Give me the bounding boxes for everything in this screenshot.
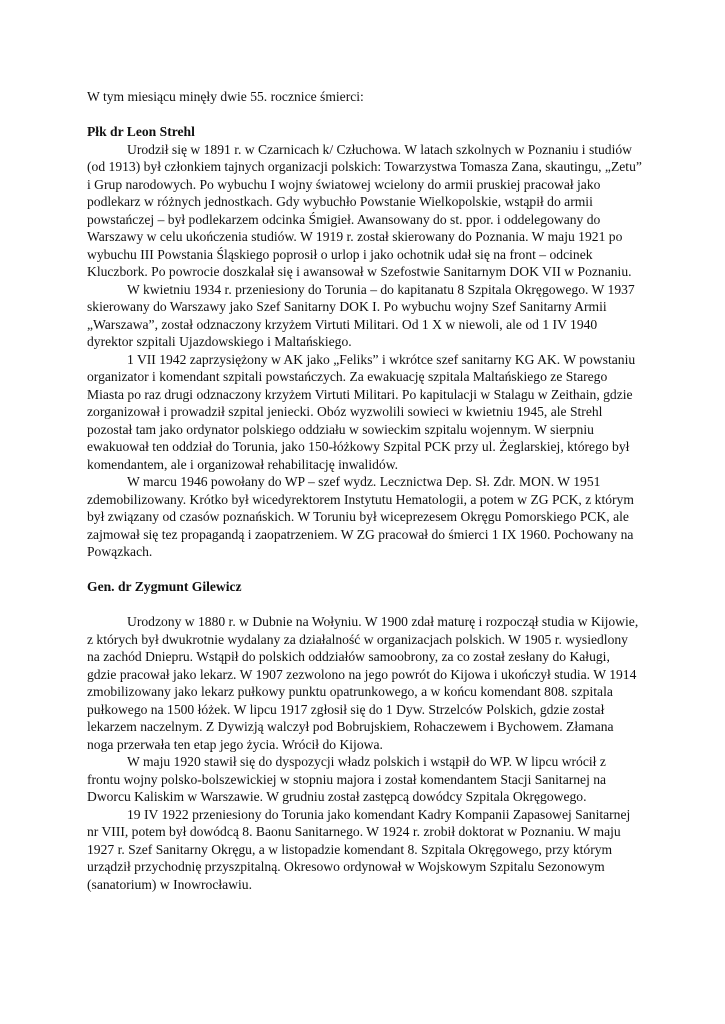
paragraph: Urodzony w 1880 r. w Dubnie na Wołyniu. W 1900 zdał maturę i rozpoczął studia w Kijowie, z których był dwukrotnie wydalany za działalność w organizacjach polskich. W 1905 r. wysiedlony na zachód Dniepru. Wstąpił do polskich oddziałów samoobrony, za co został zesłany do Kaługi, gdzie pracował jako lekarz. W 1907 zezwolono na jego powrót do Kijowa i ukończył studia. W 1914 zmobilizowany jako lekarz pułkowy punktu opatrunkowego, a w końcu komendant 808. szpitala pułkowego na 1500 łóżek. W lipcu 1917 zgłosił się do 1 Dyw. Strzelców Polskich, gdzie został lekarzem naczelnym. Z Dywizją walczył pod Bobrujskiem, Rohaczewem i Bychowem. Złamana noga przerwała ten etap jego życia. Wrócił do Kijowa.: [87, 614, 639, 752]
document-page: [87, 88, 642, 893]
section-strehl: [87, 123, 642, 561]
paragraph: 19 IV 1922 przeniesiony do Torunia jako komendant Kadry Kompanii Zapasowej Sanitarnej nr VIII, potem był dowódcą 8. Baonu Sanitarnego. W 1924 r. zrobił doktorat w Poznaniu. W maju 1927 r. Szef Sanitarny Okręgu, a w listopadzie komendant 8. Szpitala Okręgowego, przy którym urządził przychodnię przyszpitalną. Okresowo ordynował w Wojskowym Szpitalu Sezonowym (sanatorium) w Inowrocławiu.: [87, 806, 631, 892]
paragraph: W kwietniu 1934 r. przeniesiony do Torunia – do kapitanatu 8 Szpitala Okręgowego. W 1937 skierowany do Warszawy jako Szef Sanitarny DOK I. Po wybuchu wojny Szef Sanitarny Armii „Warszawa”, został odznaczony krzyżem Virtuti Militari. Od 1 X w niewoli, ale od 1 IV 1940 dyrektor szpitali Ujazdowskiego i Maltańskiego.: [87, 281, 635, 349]
section-gilewicz: [87, 578, 642, 893]
section-heading: Płk dr Leon Strehl: [87, 124, 195, 139]
paragraph: Urodził się w 1891 r. w Czarnicach k/ Człuchowa. W latach szkolnych w Poznaniu i studiów (od 1913) był członkiem tajnych organizacji polskich: Towarzystwa Tomasza Zana, skautingu, „Zetu” i Grup narodowych. Po wybuchu I wojny światowej wcielony do armii pruskiej pracował jako podlekarz w różnych jednostkach. Gdy wybuchło Powstanie Wielkopolskie, wstąpił do armii powstańczej – był podlekarzem odcinka Śmigieł. Awansowany do st. ppor. i oddelegowany do Warszawy w celu ukończenia studiów. W 1919 r. został skierowany do Poznania. W maju 1921 po wybuchu III Powstania Śląskiego poprosił o urlop i jako ochotnik udał się na front – odcinek Kluczbork. Po powrocie doszkalał się i awansował w Szefostwie Sanitarnym DOK VII w Poznaniu.: [87, 141, 642, 279]
intro-text: W tym miesiącu minęły dwie 55. rocznice śmierci:: [87, 89, 364, 104]
paragraph: W maju 1920 stawił się do dyspozycji władz polskich i wstąpił do WP. W lipcu wrócił z frontu wojny polsko-bolszewickiej w stopniu majora i został komendantem Stacji Sanitarnej na Dworcu Kaliskim w Warszawie. W grudniu został zastępcą dowódcy Szpitala Okręgowego.: [87, 754, 607, 804]
paragraph: W marcu 1946 powołany do WP – szef wydz. Lecznictwa Dep. Sł. Zdr. MON. W 1951 zdemobilizowany. Krótko był wicedyrektorem Instytutu Hematologii, a potem w ZG PCK, z którym był związany od czasów poznańskich. W Toruniu był wiceprezesem Okręgu Pomorskiego PCK, ale zajmował się tez propagandą i zaopatrzeniem. W ZG pracował do śmierci 1 IX 1960. Pochowany na Powązkach.: [87, 474, 634, 559]
paragraph: 1 VII 1942 zaprzysiężony w AK jako „Feliks” i wkrótce szef sanitarny KG AK. W powstaniu organizator i komendant szpitali powstańczych. Za ewakuację szpitala Maltańskiego ze Starego Miasta po raz drugi odznaczony krzyżem Virtuti Militari. Po kapitulacji w Stalagu w Zeithain, gdzie zorganizował i prowadził szpital jeniecki. Obóz wyzwolili sowieci w kwietniu 1945, ale Strehl pozostał tam jako ordynator polskiego oddziału w sowieckim szpitalu wojennym. W sierpniu ewakuował ten oddział do Torunia, jako 150-łóżkowy Szpital PCK przy ul. Żeglarskiej, którego był komendantem, ale i organizował rehabilitację inwalidów.: [87, 351, 636, 472]
blank-line: [87, 596, 642, 614]
section-heading: Gen. dr Zygmunt Gilewicz: [87, 579, 242, 594]
